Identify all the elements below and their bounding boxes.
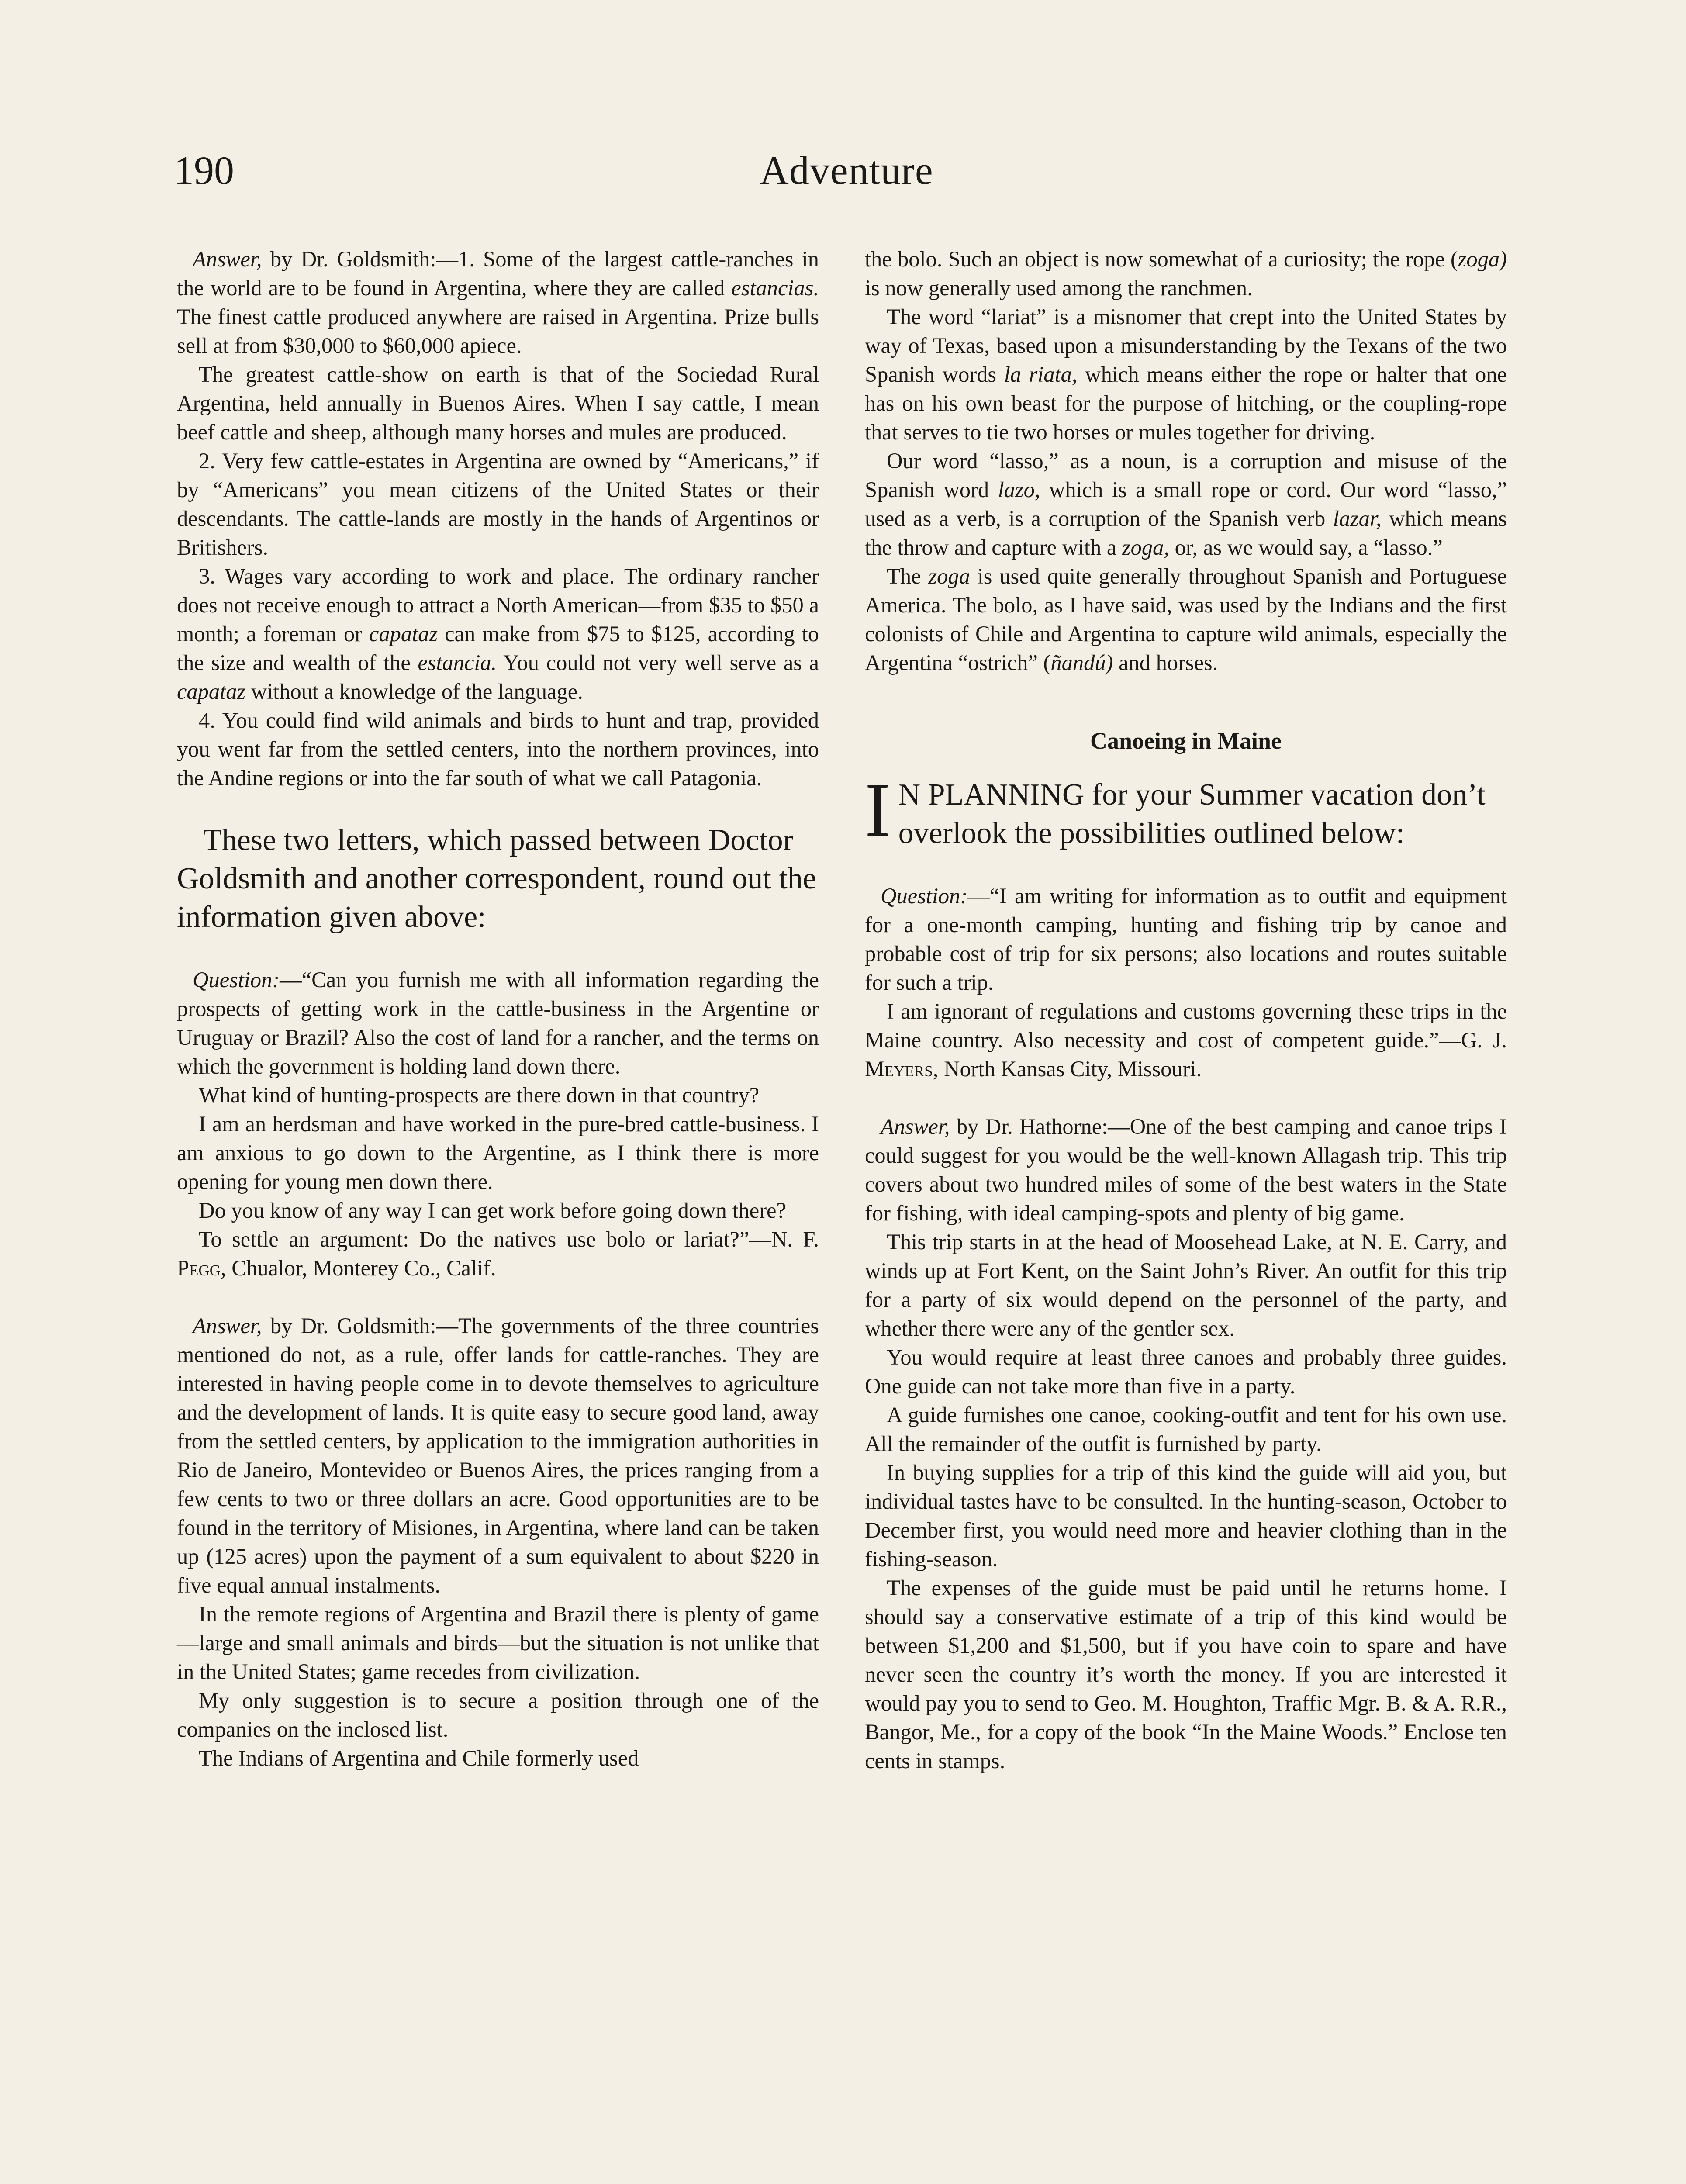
spacer <box>865 706 1507 723</box>
answer-label: Answer, <box>881 1114 950 1139</box>
question-text: —“Can you furnish me with all information regarding the prospects of getting work in the cattle-business in the Argentine or Uruguay or Brazil? Also the cost of land for a rancher, and the terms on which the government is holding land down there. <box>177 968 819 1078</box>
answer-text: which is a small rope or cord. Our word “lasso,” used as a verb, is a corruption of the Spanish verb <box>865 477 1507 531</box>
answer-paragraph <box>177 245 819 360</box>
answer-text: You could not very well serve as a <box>497 650 819 675</box>
drop-cap: I <box>865 767 891 853</box>
answer-text: is used quite generally throughout Spanish and Portuguese America. The bolo, as I have said, was used by the Indians and the first colonists of Chile and Argentina to capture wild animals, especially the Argentina “ostrich” ( <box>865 564 1507 675</box>
question-paragraph <box>177 965 819 1081</box>
question-text: I am ignorant of regulations and customs governing these trips in the Maine country. Also necessity and cost of competent guide.”—G. J. <box>865 999 1507 1052</box>
spacer <box>865 1083 1507 1112</box>
answer-text: The word “lariat” is a misnomer that crept into the United States by way of Texas, based upon a misunderstanding by the Texans of the two Spanish words <box>865 304 1507 387</box>
page-header <box>174 144 1519 210</box>
answer-text: can make from $75 to $125, according to the size and wealth of the <box>177 622 819 675</box>
answer-emphasis: la riata, <box>1004 362 1078 387</box>
answer-paragraph: In the remote regions of Argentina and Brazil there is plenty of game—large and small animals and birds—but the situation is not unlike that in the United States; game recedes from civilization. <box>177 1602 819 1684</box>
spacer <box>865 853 1507 881</box>
answer-label: Answer, <box>193 1313 262 1338</box>
answer-paragraph <box>865 302 1507 446</box>
answer-emphasis: capataz <box>369 622 438 646</box>
answer-text: The <box>887 564 929 588</box>
question-text: , Chualor, Monterey Co., Calif. <box>221 1256 496 1280</box>
answer-emphasis: estancias. <box>731 276 819 300</box>
question-label: Question: <box>881 884 968 908</box>
answer-emphasis: estancia. <box>418 650 497 675</box>
answer-paragraph: A guide furnishes one canoe, cooking-outfit and tent for his own use. All the remainder of the outfit is furnished by party. <box>865 1403 1507 1456</box>
answer-text: Our word “lasso,” as a noun, is a corruption and misuse of the Spanish word <box>865 449 1507 502</box>
answer-label: Answer, <box>193 247 262 271</box>
question-paragraph <box>865 881 1507 997</box>
section-title: Canoeing in Maine <box>1090 728 1282 754</box>
answer-emphasis: zoga) <box>1458 247 1507 271</box>
answer-text: which means the throw and capture with a <box>865 506 1507 560</box>
answer-text: is now generally used among the ranchmen. <box>865 276 1253 300</box>
answer-text: The finest cattle produced anywhere are raised in Argentina. Prize bulls sell at from $30,000 to $60,000 apiece. <box>177 304 819 358</box>
answer-emphasis: lazar, <box>1333 506 1382 531</box>
question-paragraph <box>177 1225 819 1282</box>
spacer <box>865 758 1507 776</box>
answer-text: without a knowledge of the language. <box>245 679 583 704</box>
answer-text: by Dr. Goldsmith:—The governments of the three countries mentioned do not, as a rule, offer lands for cattle-ranches. They are interested in having people come in to devote themselves to agriculture and the development of lands. It is quite easy to secure good land, away from the settled centers, by application to the immigration authorities in Rio de Janeiro, Montevideo or Buenos Aires, the prices ranging from a few cents to two or three dollars an acre. Good opportunities are to be found in the territory of Misiones, in Argentina, where land can be taken up (125 acres) upon the payment of a sum equivalent to about $220 in five equal annual instalments. <box>177 1313 819 1597</box>
spacer <box>177 936 819 965</box>
answer-text: 3. Wages vary according to work and place. The ordinary rancher does not receive enough to attract a North American—from $35 to $50 a month; a foreman or <box>177 564 819 646</box>
right-column <box>865 245 1507 1775</box>
answer-paragraph <box>865 562 1507 677</box>
answer-paragraph <box>865 245 1507 302</box>
answer-paragraph: 4. You could find wild animals and birds to hunt and trap, provided you went far from the settled centers, into the northern provinces, into the Andine regions or into the far south of what we call Patagonia. <box>177 708 819 790</box>
spacer <box>177 792 819 821</box>
answer-paragraph <box>865 1112 1507 1227</box>
question-paragraph: I am an herdsman and have worked in the pure-bred cattle-business. I am anxious to go down to the Argentine, as I think there is more opening for young men down there. <box>177 1112 819 1194</box>
answer-paragraph: My only suggestion is to secure a position through one of the companies on the inclosed list. <box>177 1688 819 1742</box>
answer-text: which means either the rope or halter that one has on his own beast for the purpose of hitching, or the coupling-rope that serves to tie two horses or mules together for driving. <box>865 362 1507 444</box>
answer-paragraph: This trip starts in at the head of Moosehead Lake, at N. E. Carry, and winds up at Fort Kent, on the Saint John’s River. An outfit for this trip for a party of six would depend on the personnel of the party, and whether there were any of the gentler sex. <box>865 1230 1507 1341</box>
question-text: To settle an argument: Do the natives use bolo or lariat?”—N. F. <box>199 1227 819 1251</box>
answer-emphasis: capataz <box>177 679 246 704</box>
answer-emphasis: ñandú) <box>1050 650 1113 675</box>
left-column <box>177 245 819 1773</box>
answer-paragraph <box>177 562 819 706</box>
question-text: —“I am writing for information as to outfit and equipment for a one-month camping, hunting and fishing trip by canoe and probable cost of trip for six persons; also locations and routes suitable for such a trip. <box>865 884 1507 995</box>
answer-paragraph: You would require at least three canoes and probably three guides. One guide can not take more than five in a party. <box>865 1345 1507 1398</box>
lead-paragraph: These two letters, which passed between Doctor Goldsmith and another correspondent, round out the information given above: <box>177 823 816 934</box>
correspondent-name: Pegg <box>177 1256 221 1280</box>
question-text: , North Kansas City, Missouri. <box>933 1057 1202 1081</box>
answer-paragraph: 2. Very few cattle-estates in Argentina are owned by “Americans,” if by “Americans” you mean citizens of the United States or their descendants. The cattle-lands are mostly in the hands of Argentinos or Britishers. <box>177 449 819 560</box>
answer-emphasis: lazo, <box>998 477 1040 502</box>
section-intro <box>865 767 1507 853</box>
answer-paragraph: The expenses of the guide must be paid until he returns home. I should say a conservative estimate of a trip of this kind would be between $1,200 and $1,500, but if you have coin to spare and have never seen the country it’s worth the money. If you are interested it would pay you to send to Geo. M. Houghton, Traffic Mgr. B. & A. R.R., Bangor, Me., for a copy of the book “In the Maine Woods.” Enclose ten cents in stamps. <box>865 1576 1507 1773</box>
question-paragraph <box>865 997 1507 1083</box>
running-title: Adventure <box>760 148 933 193</box>
answer-paragraph: The greatest cattle-show on earth is that of the Sociedad Rural Argentina, held annually in Buenos Aires. When I say cattle, I mean beef cattle and sheep, although many horses and mules are produced. <box>177 362 819 444</box>
answer-text: by Dr. Goldsmith:—1. Some of the largest cattle-ranches in the world are to be found in Argentina, where they are called <box>177 247 819 300</box>
question-paragraph: Do you know of any way I can get work before going down there? <box>199 1198 786 1223</box>
answer-paragraph: The Indians of Argentina and Chile formerly used <box>199 1746 639 1770</box>
question-paragraph: What kind of hunting-prospects are there down in that country? <box>199 1083 760 1107</box>
answer-emphasis: zoga, <box>1122 535 1169 560</box>
page-number: 190 <box>174 148 234 193</box>
answer-paragraph: In buying supplies for a trip of this kind the guide will aid you, but individual tastes have to be consulted. In the hunting-season, October to December first, you would need more and heavier clothing than in the fishing-season. <box>865 1460 1507 1571</box>
spacer <box>177 1282 819 1311</box>
answer-text: by Dr. Hathorne:—One of the best camping and canoe trips I could suggest for you would be the well-known Allagash trip. This trip covers about two hundred miles of some of the best waters in the State for fishing, with ideal camping-spots and plenty of big game. <box>865 1114 1507 1225</box>
correspondent-name: Meyers <box>865 1057 933 1081</box>
answer-text: or, as we would say, a “lasso.” <box>1169 535 1443 560</box>
answer-text: the bolo. Such an object is now somewhat of a curiosity; the rope ( <box>865 247 1458 271</box>
answer-emphasis: zoga <box>928 564 970 588</box>
answer-paragraph <box>865 446 1507 562</box>
question-label: Question: <box>193 968 280 992</box>
spacer <box>865 677 1507 706</box>
answer-text: and horses. <box>1113 650 1218 675</box>
intro-text: N PLANNING for your Summer vacation don’t overlook the possibilities outlined below: <box>898 778 1486 850</box>
answer-paragraph <box>177 1311 819 1600</box>
